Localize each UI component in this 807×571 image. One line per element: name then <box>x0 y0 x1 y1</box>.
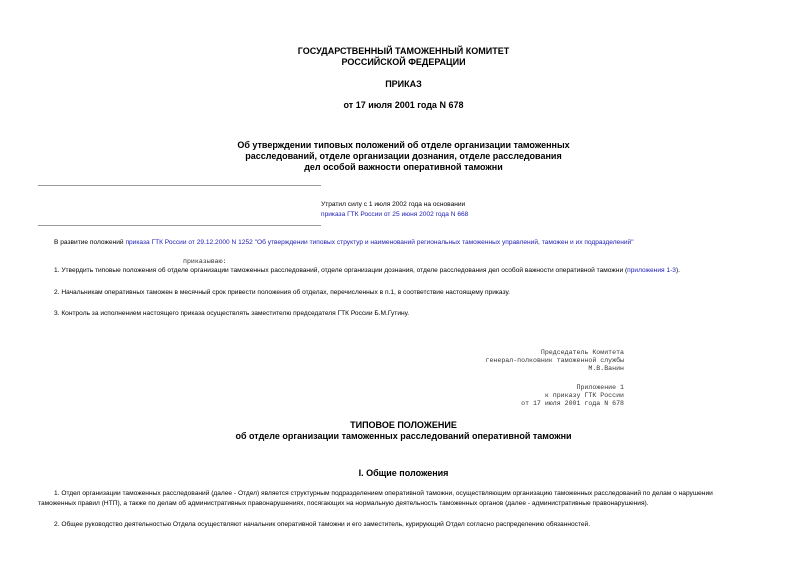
header-committee: ГОСУДАРСТВЕННЫЙ ТАМОЖЕННЫЙ КОМИТЕТ <box>297 46 510 56</box>
order-item-3: 3. Контроль за исполнением настоящего приказа осуществлять заместителю председателя ГТК России Б.М.Гутину. <box>54 310 410 317</box>
regulation-title: ТИПОВОЕ ПОЛОЖЕНИЕ <box>350 420 457 430</box>
order-item-1-end: ). <box>675 267 680 274</box>
order-item-1 <box>54 266 774 276</box>
regulation-p1-line2: таможенных правил (НТП), а также по делам об административных правонарушениях, посягающих на нормальную деятельность таможенных органов (далее - административные правонарушения). <box>38 500 649 507</box>
prikazyvayu: приказываю: <box>183 258 227 265</box>
status-text: Утратил силу с 1 июля 2002 года на основании <box>321 201 466 208</box>
regulation-p2: 2. Общее руководство деятельностью Отдела осуществляют начальник оперативной таможни и его заместитель, курирующий Отдел согласно распределению обязанностей. <box>54 521 591 528</box>
appendix-ref: к приказу ГТК России <box>544 392 624 399</box>
section-heading: I. Общие положения <box>358 468 449 478</box>
regulation-p1-line1: 1. Отдел организации таможенных расследований (далее - Отдел) является структурным подразделением оперативной таможни, осуществляющим организацию таможенных расследований по делам о нарушении <box>54 490 713 497</box>
doc-type: ПРИКАЗ <box>385 79 422 89</box>
order-item-1-text: 1. Утвердить типовые положения об отделе организации таможенных расследований, отделе организации дознания, отделе расследования дел особой важности оперативной таможни ( <box>54 267 628 274</box>
signature-name: М.В.Ванин <box>588 365 624 372</box>
regulation-subtitle: об отделе организации таможенных расследований оперативной таможни <box>235 431 572 441</box>
preamble-prefix: В развитие положений <box>54 239 126 246</box>
preamble <box>54 238 774 248</box>
appendix-link[interactable]: приложения 1-3 <box>627 267 676 274</box>
doc-title-line2: расследований, отделе организации дознания, отделе расследования <box>245 151 562 161</box>
divider-bottom <box>38 225 321 226</box>
divider-top <box>38 185 321 186</box>
signature-rank: генерал-полковник таможенной службы <box>485 357 624 364</box>
doc-title-line1: Об утверждении типовых положений об отделе организации таможенных <box>237 140 570 150</box>
signature-position: Председатель Комитета <box>540 349 624 356</box>
doc-title-line3: дел особой важности оперативной таможни <box>304 162 503 172</box>
doc-date: от 17 июля 2001 года N 678 <box>343 100 464 110</box>
appendix-number: Приложение 1 <box>576 384 624 391</box>
header-federation: РОССИЙСКОЙ ФЕДЕРАЦИИ <box>341 57 466 67</box>
appendix-date: от 17 июля 2001 года N 678 <box>521 400 624 407</box>
order-item-2: 2. Начальникам оперативных таможен в месячный срок привести положения об отделах, перечисленных в п.1, в соответствие настоящему приказу. <box>54 289 510 296</box>
preamble-link[interactable]: приказа ГТК России от 29.12.2000 N 1252 "Об утверждении типовых структур и наименований региональных таможенных управлений, таможен и их подразделений" <box>125 239 634 246</box>
status-link[interactable]: приказа ГТК России от 25 июня 2002 года N 668 <box>321 211 469 218</box>
